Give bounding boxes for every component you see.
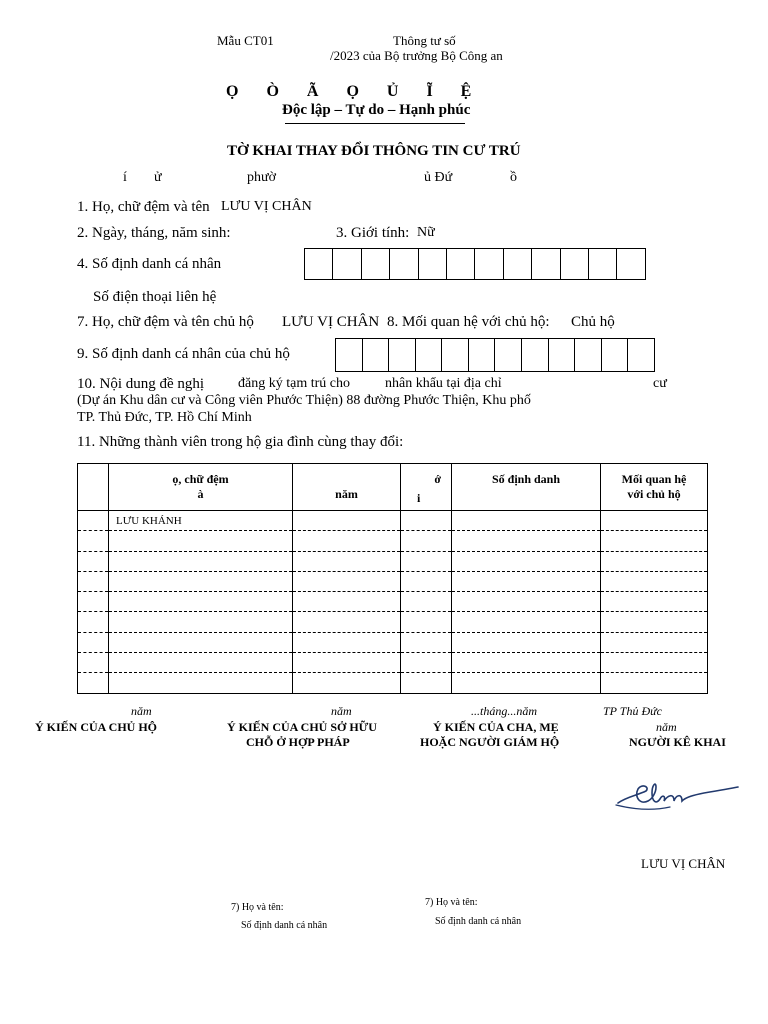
declarant-name: LƯU VỊ CHÂN (641, 856, 726, 871)
col-birth-year (293, 464, 401, 511)
address-fragment-3: phườ (247, 170, 276, 185)
members-table (77, 463, 708, 694)
field-3-label: 3. Giới tính: (336, 225, 410, 241)
col-relationship-line-1: Mối quan hệ (621, 472, 687, 486)
table-header-row (78, 464, 708, 511)
field-8-label: 8. Mối quan hệ với chủ hộ: (387, 314, 550, 330)
field-10-label: 10. Nội dung đề nghị (77, 376, 205, 392)
household-head-id-boxes[interactable] (335, 338, 655, 372)
parent-opinion-line-2: HOẶC NGƯỜI GIÁM HỘ (420, 735, 560, 749)
field-4-label: 4. Số định danh cá nhân (77, 256, 222, 272)
col-id-number-label: Số định danh (491, 472, 561, 486)
col-sex-line-2: i (417, 491, 421, 505)
table-row (78, 571, 708, 591)
field-7-value: LƯU VỊ CHÂN (282, 314, 380, 330)
col-id-number (452, 464, 601, 511)
form-code: Mẫu CT01 (217, 33, 274, 48)
address-fragment-1: í (123, 170, 127, 185)
date-1: năm (131, 704, 152, 718)
table-row (78, 592, 708, 612)
table-row (78, 531, 708, 551)
col-fullname-line-2: à (197, 487, 204, 501)
note-1-name: 7) Họ và tên: (231, 902, 284, 913)
address-fragment-4: ủ Đứ (424, 170, 453, 185)
national-title: Ọ Ò Ã Ọ Ủ Ĩ Ệ (226, 83, 473, 100)
field-8-value: Chủ hộ (571, 314, 615, 330)
id-number-boxes[interactable] (304, 248, 646, 280)
table-row (78, 653, 708, 673)
col-sex-line-1: ớ (434, 472, 441, 486)
date-4: năm (656, 720, 677, 734)
field-10-address-line-3: TP. Thủ Đức, TP. Hồ Chí Minh (77, 410, 252, 425)
circular-line-1: Thông tư số (393, 33, 456, 48)
field-10-request: đăng ký tạm trú cho (238, 376, 350, 391)
field-3-value: Nữ (417, 225, 435, 240)
field-7-label: 7. Họ, chữ đệm và tên chủ hộ (77, 314, 254, 330)
note-1-id: Số định danh cá nhân (241, 920, 328, 931)
form-title: TỜ KHAI THAY ĐỔI THÔNG TIN CƯ TRÚ (227, 143, 521, 159)
table-row (78, 632, 708, 652)
parent-opinion-line-1: Ý KIẾN CỦA CHA, MẸ (433, 720, 559, 734)
address-fragment-5: ồ (510, 170, 517, 185)
field-10-fragment: cư (653, 376, 667, 391)
owner-opinion-line-2: CHỖ Ở HỢP PHÁP (246, 735, 350, 749)
date-4-place: TP Thủ Đức (603, 704, 662, 718)
owner-opinion-line-1: Ý KIẾN CỦA CHỦ SỞ HỮU (227, 720, 377, 734)
field-1-value: LƯU VỊ CHÂN (221, 199, 312, 214)
table-row (78, 551, 708, 571)
national-motto: Độc lập – Tự do – Hạnh phúc (282, 102, 471, 118)
field-10-address-line-2: (Dự án Khu dân cư và Công viên Phước Thiện) 88 đường Phước Thiện, Khu phố (77, 393, 531, 408)
table-row (78, 511, 708, 531)
table-row (78, 612, 708, 632)
motto-underline (285, 123, 465, 124)
note-2-id: Số định danh cá nhân (435, 916, 522, 927)
col-index (78, 464, 109, 511)
field-1-label: 1. Họ, chữ đệm và tên (77, 199, 210, 215)
col-relationship-line-2: với chủ hộ (627, 487, 681, 501)
field-2-label: 2. Ngày, tháng, năm sinh: (77, 225, 231, 241)
phone-label: Số điện thoại liên hệ (93, 289, 217, 305)
table-row (78, 673, 708, 693)
col-relationship (601, 464, 708, 511)
field-9-label: 9. Số định danh cá nhân của chủ hộ (77, 346, 290, 362)
date-2: năm (331, 704, 352, 718)
field-11-label: 11. Những thành viên trong hộ gia đình cùng thay đổi: (77, 434, 404, 450)
col-birth-year-label: năm (335, 487, 358, 501)
col-fullname-line-1: ọ, chữ đệm (172, 472, 229, 486)
member-name: LƯU KHÁNH (116, 515, 182, 527)
declarant-heading: NGƯỜI KÊ KHAI (629, 735, 726, 749)
circular-line-2: /2023 của Bộ trưởng Bộ Công an (330, 48, 503, 63)
handwritten-signature (612, 775, 742, 823)
field-10-address-label: nhân khẩu tại địa chỉ (385, 376, 502, 391)
address-fragment-2: ử (154, 170, 162, 185)
date-3: ...tháng...năm (471, 704, 537, 718)
note-2-name: 7) Họ và tên: (425, 897, 478, 908)
head-of-household-opinion: Ý KIẾN CỦA CHỦ HỘ (35, 720, 158, 734)
col-fullname (109, 464, 293, 511)
col-sex (401, 464, 452, 511)
